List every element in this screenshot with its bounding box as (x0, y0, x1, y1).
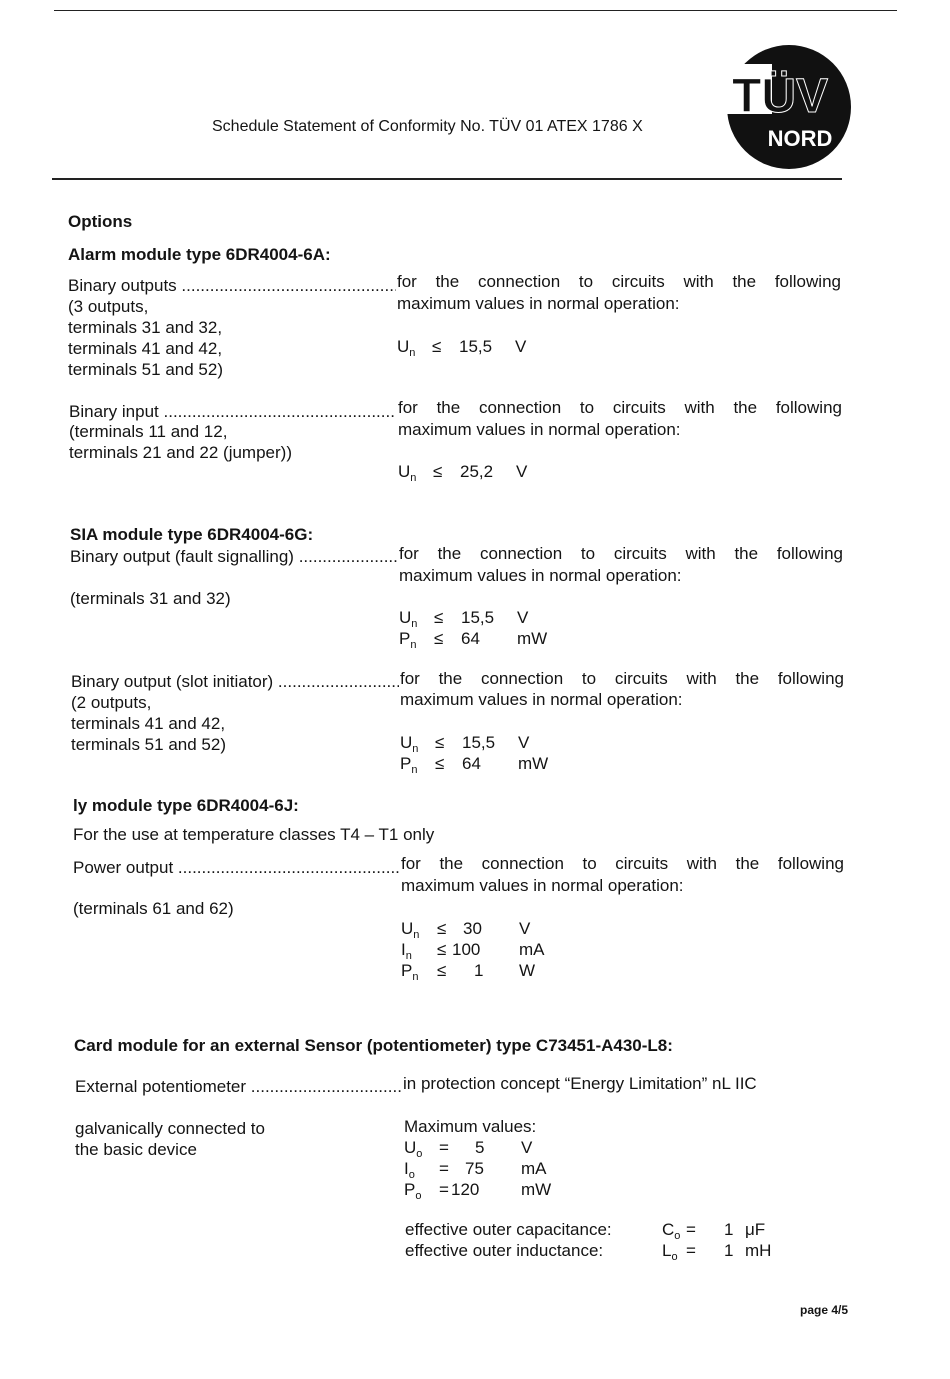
sia-slot-sub-2: terminals 41 and 42, (71, 714, 226, 733)
ly-power-desc-line2: maximum values in normal operation: (401, 876, 684, 895)
sia-slot-desc-line2: maximum values in normal operation: (400, 690, 683, 709)
card-galv-line1: galvanically connected to (75, 1119, 265, 1138)
alarm-outputs-desc-line2: maximum values in normal operation: (397, 294, 680, 313)
card-heading: Card module for an external Sensor (potentiometer) type C73451-A430-L8: (74, 1036, 673, 1055)
card-max-title: Maximum values: (404, 1117, 537, 1136)
sia-slot-sub-3: terminals 51 and 52) (71, 735, 226, 754)
alarm-heading: Alarm module type 6DR4004-6A: (68, 245, 331, 264)
sia-fault-desc-line2: maximum values in normal operation: (399, 566, 682, 585)
document-title: Schedule Statement of Conformity No. TÜV 01 ATEX 1786 X (212, 118, 643, 135)
alarm-outputs-sub-2: terminals 31 and 32, (68, 318, 223, 337)
ly-power-sub: (terminals 61 and 62) (73, 899, 234, 918)
sia-heading: SIA module type 6DR4004-6G: (70, 525, 314, 544)
card-galv-line2: the basic device (75, 1140, 197, 1159)
card-ext-desc: in protection concept “Energy Limitation” nL IIC (403, 1074, 757, 1093)
alarm-outputs-sub-3: terminals 41 and 42, (68, 339, 223, 358)
alarm-input-label: Binary input ..... (69, 402, 396, 422)
alarm-outputs-desc-line1: for the connection to circuits with the following (397, 272, 841, 291)
ly-power-label: Power output ..... (73, 858, 400, 878)
options-heading: Options (68, 212, 133, 231)
alarm-input-sub-1: (terminals 11 and 12, (69, 422, 228, 441)
logo-top-text: TÜV (732, 70, 828, 123)
alarm-outputs-label: Binary outputs ..... (68, 276, 396, 296)
sia-fault-label: Binary output (fault signalling) ..... (70, 547, 398, 567)
alarm-input-desc-line2: maximum values in normal operation: (398, 420, 681, 439)
ly-note: For the use at temperature classes T4 – T1 only (73, 825, 435, 844)
ly-heading: ly module type 6DR4004-6J: (73, 796, 299, 815)
sia-slot-sub-1: (2 outputs, (71, 693, 152, 712)
sia-fault-sub: (terminals 31 and 32) (70, 589, 231, 608)
sia-slot-label: Binary output (slot initiator) ..... (71, 672, 399, 692)
sia-slot-desc-line1: for the connection to circuits with the following (400, 669, 844, 688)
alarm-outputs-sub-1: (3 outputs, (68, 297, 149, 316)
alarm-outputs-sub-4: terminals 51 and 52) (68, 360, 223, 379)
alarm-input-desc-line1: for the connection to circuits with the following (398, 398, 842, 417)
ly-power-desc-line1: for the connection to circuits with the following (401, 854, 844, 873)
tuv-nord-logo (726, 44, 852, 170)
header-rule (52, 178, 842, 180)
alarm-input-sub-2: terminals 21 and 22 (jumper)) (69, 443, 292, 462)
top-rule (54, 10, 897, 11)
page-number: page 4/5 (800, 1303, 849, 1317)
sia-fault-desc-line1: for the connection to circuits with the following (399, 544, 843, 563)
card-ext-label: External potentiometer ..... (75, 1077, 402, 1097)
logo-bottom-text: NORD (767, 126, 833, 151)
